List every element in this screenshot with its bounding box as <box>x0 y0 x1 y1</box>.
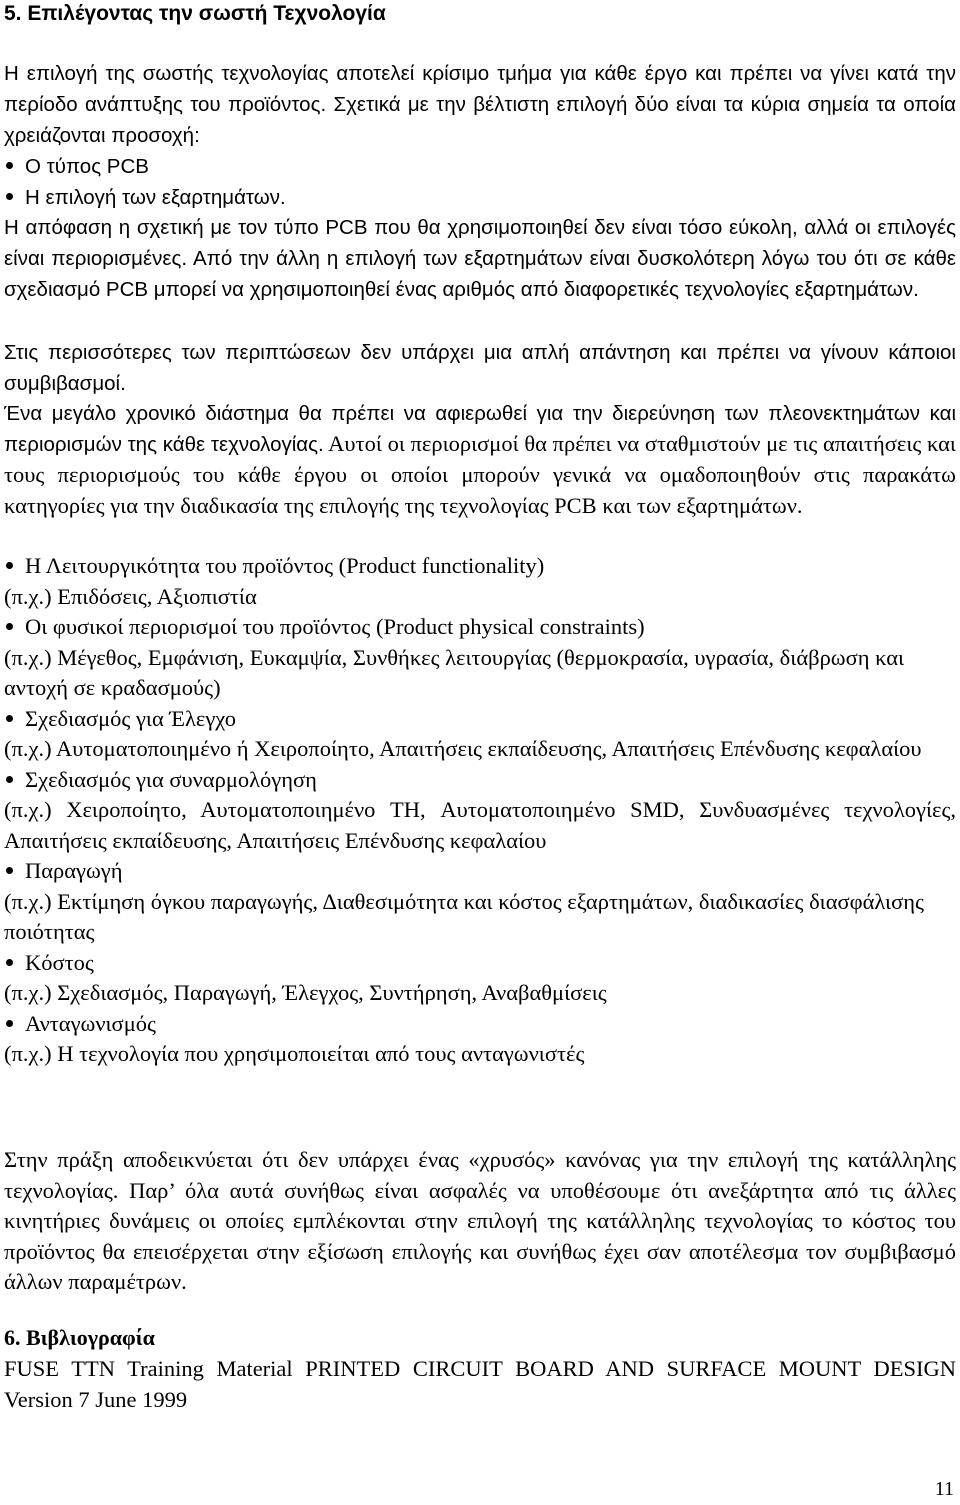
category-name: Παραγωγή <box>25 858 123 883</box>
list-item <box>4 1009 956 1070</box>
bullet-icon <box>6 776 13 783</box>
category-example: (π.χ.) Αυτοματοποιημένο ή Χειροποίητο, Απαιτήσεις εκπαίδευσης, Απαιτήσεις Επένδυσης κεφαλαίου <box>4 736 922 761</box>
decision-paragraph: Η απόφαση η σχετική με τον τύπο PCB που θα χρησιμοποιηθεί δεν είναι τόσο εύκολη, αλλά οι επιλογές είναι περιορισμένες. Από την άλλη η επιλογή των εξαρτημάτων είναι δυσκολότερη λόγω του ότι σε κάθε σχεδιασμό PCB μπορεί να χρησιμοποιηθεί ένας αριθμός από διαφορετικές τεχνολογίες εξαρτημάτων. <box>4 216 956 301</box>
section-5-title: 5. Επιλέγοντας την σωστή Τεχνολογία <box>4 2 386 25</box>
list-item <box>4 765 956 857</box>
category-name: Οι φυσικοί περιορισμοί του προϊόντος (Product physical constraints) <box>25 614 645 639</box>
list-item <box>4 151 956 182</box>
list-item <box>4 704 956 765</box>
intro-paragraph: Η επιλογή της σωστής τεχνολογίας αποτελεί κρίσιμο τμήμα για κάθε έργο και πρέπει να γίνει κατά την περίοδο ανάπτυξης του προϊόντος. Σχετικά με την βέλτιστη επιλογή δύο είναι τα κύρια σημεία τα οποία χρειάζονται προσοχή: <box>4 62 956 147</box>
bullet-icon <box>6 715 13 722</box>
bullet-icon <box>6 162 13 169</box>
compromise-paragraph: Στις περισσότερες των περιπτώσεων δεν υπάρχει μια απλή απάντηση και πρέπει να γίνουν κάποιοι συμβιβασμοί. <box>4 341 956 395</box>
category-example: (π.χ.) Σχεδιασμός, Παραγωγή, Έλεγχος, Συντήρηση, Αναβαθμίσεις <box>4 980 607 1005</box>
bullet-icon <box>6 959 13 966</box>
bullet-icon <box>6 623 13 630</box>
category-example: (π.χ.) Η τεχνολογία που χρησιμοποιείται από τους ανταγωνιστές <box>4 1041 585 1066</box>
bullet-icon <box>6 867 13 874</box>
list-item <box>4 612 956 704</box>
bullet-icon <box>6 193 13 200</box>
bullet-icon <box>6 1020 13 1027</box>
time-paragraph-part-b: Αυτοί οι περιορισμοί θα πρέπει να σταθμιστούν με τις απαιτήσεις και τους περιορισμούς του κάθε έργου οι οποίοι μπορούν γενικά να ομαδοποιηθούν στις παρακάτω κατηγορίες για την διαδικασία της επιλογής της τεχνολογίας PCB και των εξαρτημάτων. <box>4 431 956 518</box>
category-name: Ανταγωνισμός <box>25 1010 156 1036</box>
bibliography-reference: FUSE TTN Training Material PRINTED CIRCUIT BOARD AND SURFACE MOUNT DESIGN Version 7 June 1999 <box>4 1356 956 1412</box>
category-name: Η Λειτουργικότητα του προϊόντος (Product functionality) <box>25 553 545 578</box>
category-example: (π.χ.) Μέγεθος, Εμφάνιση, Ευκαμψία, Συνθήκες λειτουργίας (θερμοκρασία, υγρασία, διάβρωση και αντοχή σε κραδασμούς) <box>4 644 905 700</box>
list-item <box>4 948 956 1009</box>
time-paragraph <box>4 398 956 521</box>
list-item-text: Ο τύπος PCB <box>25 155 149 178</box>
list-item-text: Η επιλογή των εξαρτημάτων. <box>25 186 286 209</box>
list-item <box>4 551 956 612</box>
conclusion-paragraph: Στην πράξη αποδεικνύεται ότι δεν υπάρχει ένας «χρυσός» κανόνας για την επιλογή της κατάλληλης τεχνολογίας. Παρ’ όλα αυτά συνήθως είναι ασφαλές να υποθέσουμε ότι ανεξάρτητα από τις άλλες κινητήριες δυνάμεις οι οποίες εμπλέκονται στην επιλογή της κατάλληλης τεχνολογίας το κόστος του προϊόντος θα επεισέρχεται στην εξίσωση επιλογής και συνήθως έχει σαν αποτέλεσμα τον συμβιβασμό άλλων παραμέτρων. <box>4 1147 956 1294</box>
category-name: Σχεδιασμός για συναρμολόγηση <box>25 766 317 792</box>
category-name: Κόστος <box>25 949 94 975</box>
category-example: (π.χ.) Χειροποίητο, Αυτοματοποιημένο TH, Αυτοματοποιημένο SMD, Συνδυασμένες τεχνολογίες, Απαιτήσεις εκπαίδευσης, Απαιτήσεις Επένδυσης κεφαλαίου <box>4 797 956 853</box>
list-item <box>4 856 956 948</box>
category-example: (π.χ.) Επιδόσεις, Αξιοπιστία <box>4 583 257 609</box>
key-points-list <box>4 151 956 213</box>
section-6-title: 6. Βιβλιογραφία <box>4 1325 155 1350</box>
categories-list <box>4 551 956 1070</box>
list-item <box>4 182 956 213</box>
time-paragraph-part-a: Ένα μεγάλο χρονικό διάστημα θα πρέπει να αφιερωθεί για την διερεύνηση των πλεονεκτημάτων και περιορισμών της κάθε τεχνολογίας. <box>4 402 956 456</box>
bullet-icon <box>6 562 13 569</box>
page-number: 11 <box>934 1478 954 1500</box>
category-name: Σχεδιασμός για Έλεγχο <box>25 705 237 731</box>
category-example: (π.χ.) Εκτίμηση όγκου παραγωγής, Διαθεσιμότητα και κόστος εξαρτημάτων, διαδικασίες διασφάλισης ποιότητας <box>4 888 924 944</box>
